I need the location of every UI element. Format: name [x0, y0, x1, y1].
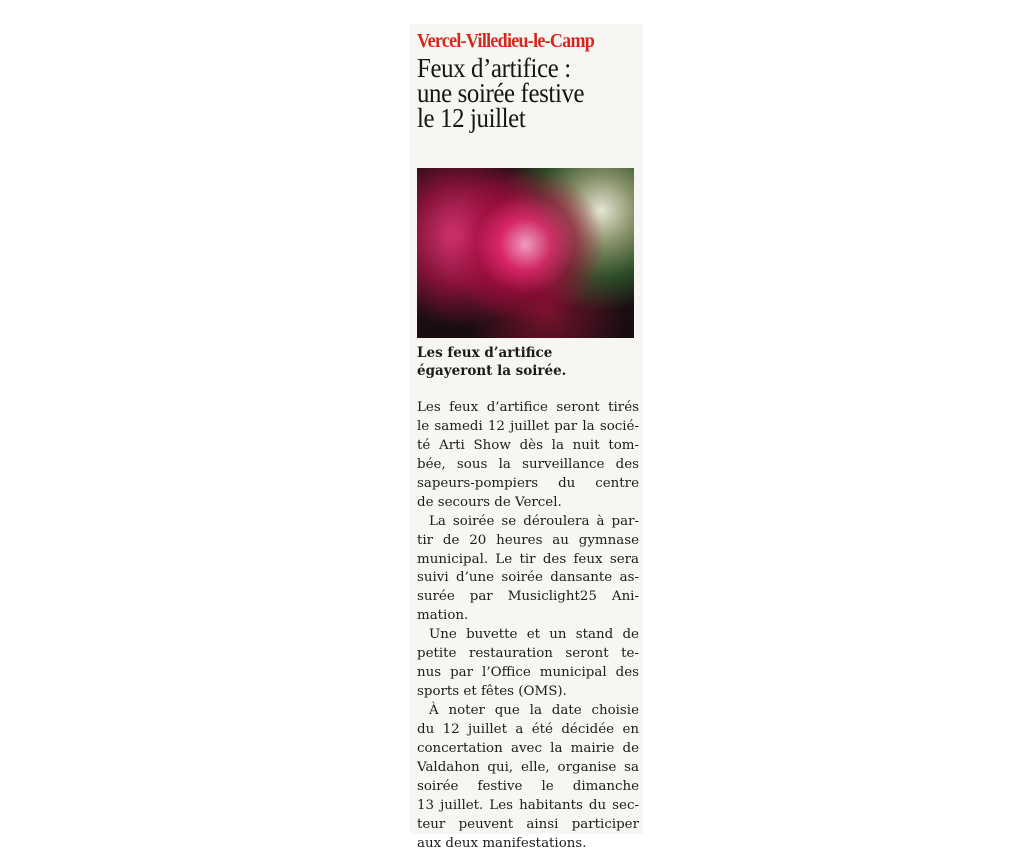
body-line: sports et fêtes (OMS).	[417, 684, 567, 700]
body-line: Valdahon qui, elle, organise sa	[417, 759, 639, 775]
body-line: La soirée se déroulera à par-	[429, 513, 639, 529]
body-line: Les feux d’artifice seront tirés	[417, 400, 639, 415]
body-line: le samedi 12 juillet par la socié-	[417, 418, 639, 434]
body-line: nus par l’Office municipal des	[417, 665, 639, 681]
body-line: bée, sous la surveillance des	[417, 456, 639, 472]
body-line: tir de 20 heures au gymnase	[417, 532, 639, 548]
newspaper-clipping	[410, 24, 643, 851]
photo-caption	[417, 344, 566, 380]
caption-line: égayeront la soirée.	[417, 363, 567, 379]
caption-line: Les feux d’artifice	[417, 345, 553, 361]
body-line: Une buvette et un stand de	[429, 627, 639, 643]
headline-line: Feux d’artifice :	[417, 53, 571, 83]
body-line: soirée festive le dimanche	[417, 778, 639, 794]
body-line: té Arti Show dès la nuit tom-	[417, 437, 639, 453]
body-line: concertation avec la mairie de	[417, 740, 639, 756]
article-body	[417, 399, 639, 854]
body-line: suivi d’une soirée dansante as-	[417, 570, 639, 586]
body-line: du 12 juillet a été décidée en	[417, 721, 639, 737]
body-line: 13 juillet. Les habitants du sec-	[417, 797, 639, 813]
body-line: sapeurs-pompiers du centre	[417, 475, 639, 491]
body-line: mation.	[417, 608, 469, 624]
body-line: municipal. Le tir des feux sera	[417, 551, 639, 567]
fireworks-photo	[417, 168, 634, 338]
body-line: teur peuvent ainsi participer	[417, 816, 639, 832]
body-line: aux deux manifestations.	[417, 835, 587, 851]
headline-line: une soirée festive	[417, 78, 585, 108]
section-kicker: Vercel-Villedieu-le-Camp	[417, 30, 595, 52]
headline-line: le 12 juillet	[417, 103, 526, 133]
body-line: surée par Musiclight25 Ani-	[417, 589, 639, 605]
body-line: de secours de Vercel.	[417, 494, 562, 510]
body-line: petite restauration seront te-	[417, 646, 639, 662]
article-headline	[417, 53, 599, 133]
body-line: À noter que la date choisie	[429, 703, 639, 718]
